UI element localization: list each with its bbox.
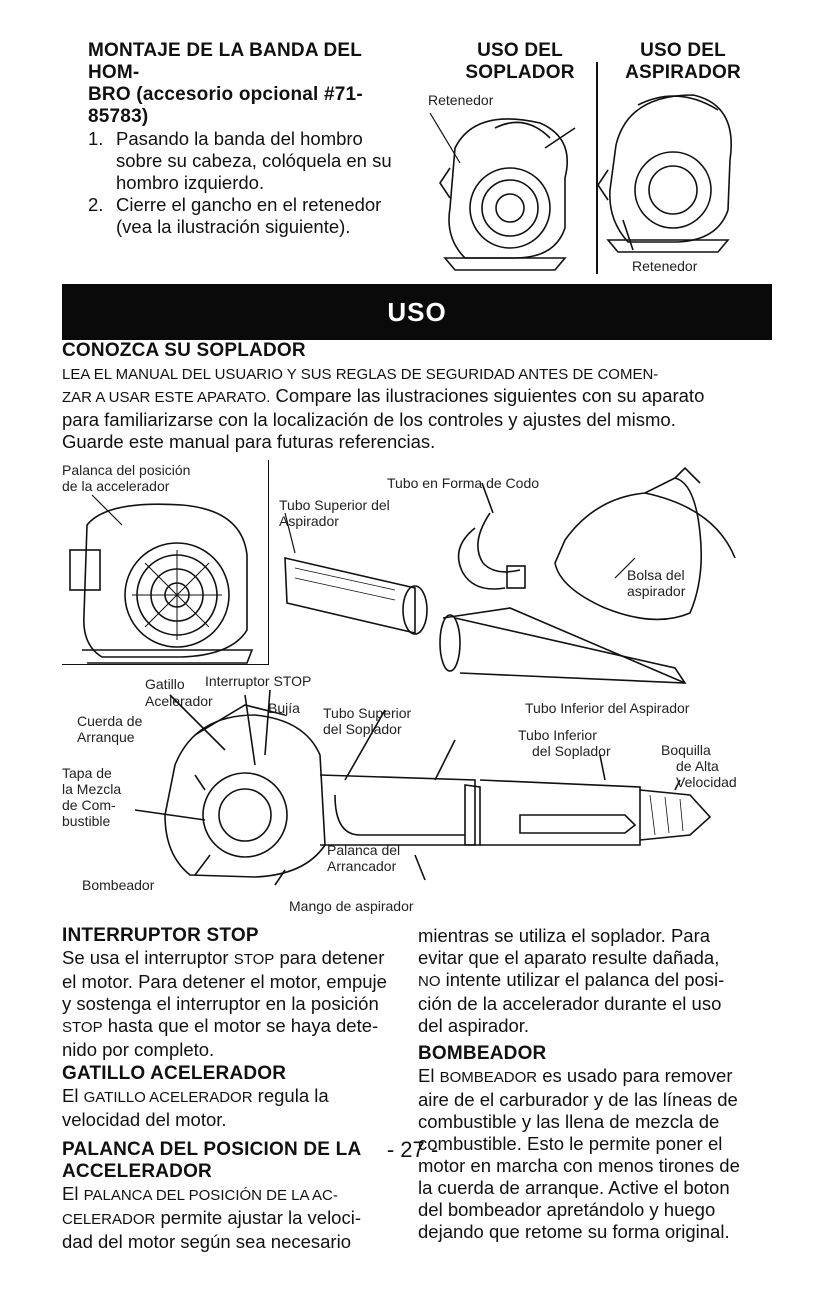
know-line-3: para familiarizarse con la localización de los controles y ajustes del mismo. bbox=[62, 409, 676, 430]
left-column bbox=[62, 925, 397, 1253]
strap-step-2 bbox=[88, 194, 418, 238]
text-run: intente utilizar el palanca del posi- bbox=[440, 969, 725, 990]
label-line: Tubo Superior del bbox=[279, 497, 390, 513]
text-run: El bbox=[62, 1085, 84, 1106]
label-line: Cuerda de bbox=[77, 713, 143, 729]
text-line: velocidad del motor. bbox=[62, 1109, 227, 1130]
text-run: BOMBEADOR bbox=[439, 1069, 538, 1086]
know-section bbox=[62, 340, 782, 453]
stop-switch-body bbox=[62, 947, 397, 1061]
strap-title-line1: MONTAJE DE LA BANDA DEL HOM- bbox=[88, 40, 362, 83]
text-run: NO bbox=[418, 973, 441, 990]
label-starter-rope bbox=[77, 713, 142, 745]
text-line: la cuerda de arranque. Active el boton bbox=[418, 1177, 730, 1198]
step-line: (vea la ilustración siguiente). bbox=[116, 216, 351, 237]
use-blower-title-line2: SOPLADOR bbox=[465, 62, 575, 83]
use-vacuum-title-line1: USO DEL bbox=[640, 40, 726, 61]
know-line-2 bbox=[62, 385, 782, 409]
label-stop-switch: Interruptor STOP bbox=[205, 673, 312, 689]
text-line: ACCELERADOR bbox=[62, 1161, 212, 1182]
lever-body bbox=[62, 1183, 397, 1253]
text-line: el motor. Para detener el motor, empuje bbox=[62, 971, 387, 992]
assembled-blower-illustration bbox=[135, 695, 715, 900]
label-line: Velocidad bbox=[676, 774, 737, 790]
text-line: aire de el carburador y de las líneas de bbox=[418, 1089, 738, 1110]
text-run: Se usa el interruptor bbox=[62, 947, 234, 968]
know-line-4: Guarde este manual para futuras referencias. bbox=[62, 431, 436, 452]
label-line: Tubo Superior bbox=[323, 705, 412, 721]
text-run: regula la bbox=[252, 1085, 329, 1106]
stop-switch-title: INTERRUPTOR STOP bbox=[62, 925, 259, 946]
strap-step-1 bbox=[88, 128, 418, 194]
text-line: mientras se utiliza el soplador. Para bbox=[418, 925, 711, 946]
label-line: Arrancador bbox=[327, 858, 397, 874]
label-line: bustible bbox=[62, 813, 111, 829]
label-line: Boquilla bbox=[661, 742, 711, 758]
section-banner bbox=[62, 284, 772, 340]
text-line bbox=[62, 1183, 397, 1207]
step-number: 1. bbox=[88, 128, 104, 149]
know-line-2-caps: ZAR A USAR ESTE APARATO. bbox=[62, 389, 271, 406]
label-fuel-cap bbox=[62, 765, 121, 829]
use-blower-title-line1: USO DEL bbox=[477, 40, 563, 61]
right-column bbox=[418, 925, 768, 1243]
text-run: El bbox=[418, 1065, 440, 1086]
text-line bbox=[62, 1015, 397, 1039]
text-run: STOP bbox=[62, 1019, 103, 1036]
text-run: permite ajustar la veloci- bbox=[155, 1207, 361, 1228]
text-line: combustible y las llena de mezcla de bbox=[418, 1111, 720, 1132]
know-line-1: LEA EL MANUAL DEL USUARIO Y SUS REGLAS DE SEGURIDAD ANTES DE COMEN- bbox=[62, 366, 659, 383]
label-vacuum-handle: Mango de aspirador bbox=[289, 898, 414, 914]
text-line bbox=[62, 947, 397, 971]
diagram-divider-horizontal bbox=[62, 664, 269, 665]
text-line: nido por completo. bbox=[62, 1039, 215, 1060]
use-blower-title bbox=[440, 40, 600, 84]
label-line: del Soplador bbox=[323, 721, 402, 737]
text-run: GATILLO ACELERADOR bbox=[83, 1089, 253, 1106]
text-line: motor en marcha con menos tirones de bbox=[418, 1155, 740, 1176]
label-line: Palanca del posición bbox=[62, 462, 191, 478]
label-line: Aspirador bbox=[279, 513, 339, 529]
label-line: Tubo Inferior bbox=[518, 727, 597, 743]
blower-engine-illustration bbox=[435, 108, 585, 273]
page-number: - 27 - bbox=[386, 1137, 439, 1162]
use-vacuum-title-line2: ASPIRADOR bbox=[625, 62, 741, 83]
know-title: CONOZCA SU SOPLADOR bbox=[62, 340, 306, 361]
engine-front-illustration bbox=[62, 495, 267, 663]
strap-steps bbox=[88, 128, 418, 238]
text-run: para detener bbox=[274, 947, 385, 968]
blower-retainer-label: Retenedor bbox=[428, 92, 494, 108]
diagram-divider-vertical bbox=[268, 460, 269, 665]
text-run: STOP bbox=[233, 951, 275, 968]
label-line: aspirador bbox=[627, 583, 686, 599]
text-line: ción de la accelerador durante el uso bbox=[418, 993, 722, 1014]
banner-title: USO bbox=[387, 296, 447, 327]
text-run: es usado para remover bbox=[537, 1065, 733, 1086]
label-vacuum-lower-tube: Tubo Inferior del Aspirador bbox=[525, 700, 690, 716]
label-elbow-tube: Tubo en Forma de Codo bbox=[387, 475, 540, 491]
step-line: sobre su cabeza, colóquela en su bbox=[116, 150, 392, 171]
label-line: la Mezcla bbox=[62, 781, 122, 797]
text-line: y sostenga el interruptor en la posición bbox=[62, 993, 379, 1014]
label-line: Tapa de bbox=[62, 765, 112, 781]
label-throttle-lever bbox=[62, 462, 190, 494]
use-vacuum-title bbox=[608, 40, 758, 84]
vacuum-retainer-label: Retenedor bbox=[632, 258, 698, 274]
text-run: El bbox=[62, 1183, 84, 1204]
vacuum-engine-illustration bbox=[598, 90, 748, 255]
text-line: dejando que retome su forma original. bbox=[418, 1221, 730, 1242]
label-line: Palanca del bbox=[327, 842, 401, 858]
step-line: hombro izquierdo. bbox=[116, 172, 265, 193]
text-run: CELERADOR bbox=[62, 1211, 156, 1228]
vacuum-parts-illustration bbox=[275, 468, 765, 683]
label-line: Bolsa del bbox=[627, 567, 685, 583]
step-line: Cierre el gancho en el retenedor bbox=[116, 194, 382, 215]
primer-title: BOMBEADOR bbox=[418, 1043, 547, 1064]
text-run: PALANCA DEL POSICIÓN DE LA AC- bbox=[83, 1187, 338, 1204]
know-line-2-rest: Compare las ilustraciones siguientes con su aparato bbox=[270, 385, 705, 406]
label-accelerator: Acelerador bbox=[145, 693, 213, 709]
label-primer: Bombeador bbox=[82, 877, 155, 893]
step-line: Pasando la banda del hombro bbox=[116, 128, 363, 149]
lever-body-continued bbox=[418, 925, 768, 1037]
trigger-body bbox=[62, 1085, 397, 1131]
text-line bbox=[418, 1065, 768, 1089]
trigger-title: GATILLO ACELERADOR bbox=[62, 1063, 287, 1084]
label-spark-plug: Bujía bbox=[268, 700, 300, 716]
text-line: PALANCA DEL POSICION DE LA bbox=[62, 1139, 362, 1160]
text-line: del bombeador apretándolo y huego bbox=[418, 1199, 716, 1220]
strap-section bbox=[88, 40, 418, 238]
label-line: de Com- bbox=[62, 797, 116, 813]
text-line: evitar que el aparato resulte dañada, bbox=[418, 947, 720, 968]
text-run: hasta que el motor se haya dete- bbox=[102, 1015, 379, 1036]
text-line: dad del motor según sea necesario bbox=[62, 1231, 351, 1252]
label-line: Arranque bbox=[77, 729, 135, 745]
label-line: del Soplador bbox=[532, 743, 611, 759]
know-body bbox=[62, 364, 782, 453]
text-line bbox=[62, 1207, 397, 1231]
label-line: de Alta bbox=[676, 758, 719, 774]
text-line: combustible. Esto le permite poner el bbox=[418, 1133, 723, 1154]
text-line bbox=[62, 1085, 397, 1109]
text-line bbox=[418, 969, 768, 993]
text-line: del aspirador. bbox=[418, 1015, 530, 1036]
strap-title-line2: BRO (accesorio opcional #71-85783) bbox=[88, 84, 363, 127]
label-line: de la accelerador bbox=[62, 478, 170, 494]
label-trigger: Gatillo bbox=[145, 676, 185, 692]
step-number: 2. bbox=[88, 194, 104, 215]
